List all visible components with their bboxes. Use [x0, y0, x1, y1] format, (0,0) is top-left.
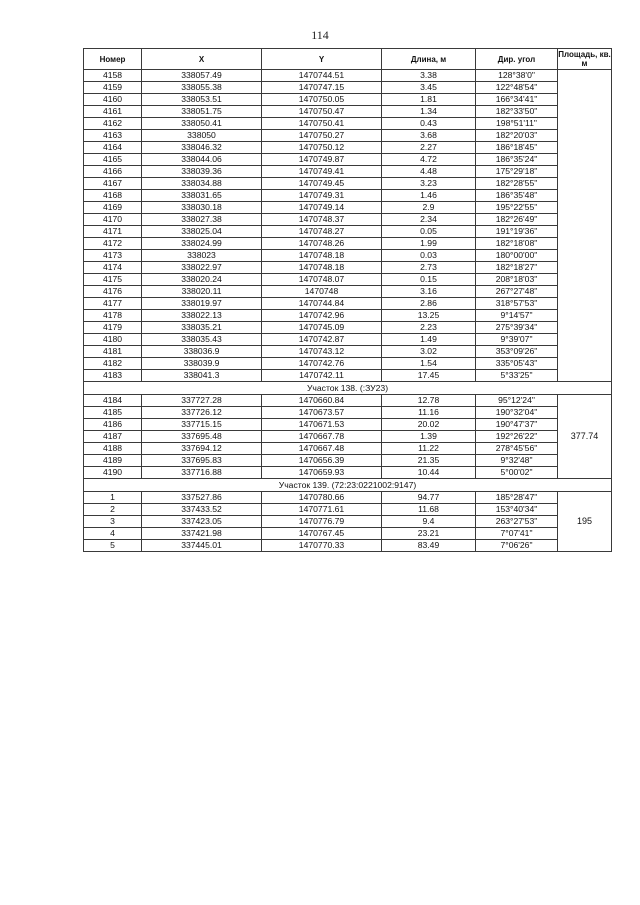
cell-x: 338020.24: [142, 274, 262, 286]
section-title-row: [84, 479, 612, 492]
cell-x: 337715.15: [142, 419, 262, 431]
cell-length: 9.4: [382, 516, 476, 528]
cell-direction-angle: 195°22'55": [476, 202, 558, 214]
cell-x: 338024.99: [142, 238, 262, 250]
cell-direction-angle: 182°28'55": [476, 178, 558, 190]
cell-direction-angle: 335°05'43": [476, 358, 558, 370]
cell-direction-angle: 5°00'02": [476, 467, 558, 479]
cell-length: 21.35: [382, 455, 476, 467]
cell-length: 2.34: [382, 214, 476, 226]
cell-y: 1470742.11: [262, 370, 382, 382]
cell-y: 1470770.33: [262, 540, 382, 552]
cell-direction-angle: 128°38'0": [476, 70, 558, 82]
cell-direction-angle: 190°47'37": [476, 419, 558, 431]
cell-y: 1470771.61: [262, 504, 382, 516]
cell-length: 12.78: [382, 395, 476, 407]
cell-length: 11.16: [382, 407, 476, 419]
cell-length: 4.72: [382, 154, 476, 166]
cell-y: 1470667.78: [262, 431, 382, 443]
table-row: [84, 516, 612, 528]
cell-x: 338036.9: [142, 346, 262, 358]
cell-length: 2.27: [382, 142, 476, 154]
cell-number: 4160: [84, 94, 142, 106]
cell-y: 1470750.47: [262, 106, 382, 118]
cell-direction-angle: 191°19'36": [476, 226, 558, 238]
cell-direction-angle: 186°35'48": [476, 190, 558, 202]
cell-length: 2.9: [382, 202, 476, 214]
cell-y: 1470749.14: [262, 202, 382, 214]
cell-number: 4184: [84, 395, 142, 407]
cell-y: 1470745.09: [262, 322, 382, 334]
cell-number: 4162: [84, 118, 142, 130]
cell-y: 1470748.26: [262, 238, 382, 250]
cell-number: 4161: [84, 106, 142, 118]
cell-number: 2: [84, 504, 142, 516]
table-row: [84, 142, 612, 154]
cell-number: 4178: [84, 310, 142, 322]
table-row: [84, 262, 612, 274]
cell-direction-angle: 175°29'18": [476, 166, 558, 178]
cell-y: 1470749.41: [262, 166, 382, 178]
cell-direction-angle: 208°18'03": [476, 274, 558, 286]
cell-x: 337726.12: [142, 407, 262, 419]
table-row: [84, 82, 612, 94]
cell-length: 1.39: [382, 431, 476, 443]
cell-number: 4186: [84, 419, 142, 431]
cell-x: 338055.38: [142, 82, 262, 94]
cell-length: 2.23: [382, 322, 476, 334]
cell-number: 4158: [84, 70, 142, 82]
cell-number: 4169: [84, 202, 142, 214]
cell-length: 17.45: [382, 370, 476, 382]
cell-number: 4190: [84, 467, 142, 479]
cell-number: 4165: [84, 154, 142, 166]
cell-x: 338031.65: [142, 190, 262, 202]
cell-x: 337421.98: [142, 528, 262, 540]
cell-length: 10.44: [382, 467, 476, 479]
cell-length: 11.68: [382, 504, 476, 516]
cell-area: 195: [558, 492, 612, 552]
cell-x: 338035.43: [142, 334, 262, 346]
cell-length: 2.86: [382, 298, 476, 310]
table-row: [84, 106, 612, 118]
cell-direction-angle: 263°27'53": [476, 516, 558, 528]
cell-direction-angle: 5°33'25": [476, 370, 558, 382]
table-row: [84, 395, 612, 407]
table-row: [84, 431, 612, 443]
cell-number: 4163: [84, 130, 142, 142]
cell-length: 3.38: [382, 70, 476, 82]
cell-y: 1470750.05: [262, 94, 382, 106]
section-title: Участок 138. (:ЗУ23): [84, 382, 612, 395]
cell-y: 1470673.57: [262, 407, 382, 419]
page-number: 114: [311, 28, 329, 42]
table-row: [84, 419, 612, 431]
cell-number: 4187: [84, 431, 142, 443]
cell-x: 338023: [142, 250, 262, 262]
section-title: Участок 139. (72:23:0221002:9147): [84, 479, 612, 492]
header-x: X: [142, 49, 262, 70]
cell-x: 338039.9: [142, 358, 262, 370]
cell-y: 1470748.07: [262, 274, 382, 286]
table-row: [84, 407, 612, 419]
cell-x: 338053.51: [142, 94, 262, 106]
cell-number: 4159: [84, 82, 142, 94]
cell-y: 1470748: [262, 286, 382, 298]
cell-y: 1470780.66: [262, 492, 382, 504]
cell-direction-angle: 278°45'56": [476, 443, 558, 455]
table-row: [84, 178, 612, 190]
cell-y: 1470776.79: [262, 516, 382, 528]
cell-length: 94.77: [382, 492, 476, 504]
header-direction-angle: Дир. угол: [476, 49, 558, 70]
cell-y: 1470671.53: [262, 419, 382, 431]
cell-y: 1470742.96: [262, 310, 382, 322]
table-row: [84, 250, 612, 262]
cell-length: 2.73: [382, 262, 476, 274]
table-row: [84, 190, 612, 202]
cell-x: 338039.36: [142, 166, 262, 178]
cell-number: 4177: [84, 298, 142, 310]
cell-y: 1470747.15: [262, 82, 382, 94]
cell-y: 1470744.84: [262, 298, 382, 310]
cell-length: 83.49: [382, 540, 476, 552]
table-row: [84, 238, 612, 250]
cell-number: 3: [84, 516, 142, 528]
table-row: [84, 154, 612, 166]
cell-y: 1470748.27: [262, 226, 382, 238]
cell-area: [558, 70, 612, 382]
cell-number: 1: [84, 492, 142, 504]
cell-number: 4176: [84, 286, 142, 298]
cell-y: 1470750.12: [262, 142, 382, 154]
cell-direction-angle: 9°39'07": [476, 334, 558, 346]
cell-length: 1.54: [382, 358, 476, 370]
cell-y: 1470656.39: [262, 455, 382, 467]
cell-y: 1470749.87: [262, 154, 382, 166]
cell-direction-angle: 182°18'08": [476, 238, 558, 250]
cell-x: 337694.12: [142, 443, 262, 455]
header-number: Номер: [84, 49, 142, 70]
cell-direction-angle: 166°34'41": [476, 94, 558, 106]
table-row: [84, 286, 612, 298]
cell-length: 1.99: [382, 238, 476, 250]
cell-direction-angle: 9°14'57": [476, 310, 558, 322]
cell-x: 337695.48: [142, 431, 262, 443]
cell-x: 338030.18: [142, 202, 262, 214]
table-row: [84, 528, 612, 540]
table-row: [84, 322, 612, 334]
cell-number: 4182: [84, 358, 142, 370]
cell-y: 1470659.93: [262, 467, 382, 479]
cell-x: 337445.01: [142, 540, 262, 552]
cell-length: 1.81: [382, 94, 476, 106]
header-length: Длина, м: [382, 49, 476, 70]
cell-x: 338051.75: [142, 106, 262, 118]
cell-y: 1470748.37: [262, 214, 382, 226]
cell-direction-angle: 182°33'50": [476, 106, 558, 118]
cell-length: 11.22: [382, 443, 476, 455]
cell-y: 1470750.27: [262, 130, 382, 142]
cell-x: 338041.3: [142, 370, 262, 382]
header-y: Y: [262, 49, 382, 70]
header-area: Площадь, кв. м: [558, 50, 611, 68]
cell-number: 5: [84, 540, 142, 552]
cell-length: 13.25: [382, 310, 476, 322]
cell-length: 0.43: [382, 118, 476, 130]
cell-x: 338034.88: [142, 178, 262, 190]
cell-direction-angle: 7°06'26": [476, 540, 558, 552]
cell-number: 4168: [84, 190, 142, 202]
cell-y: 1470667.48: [262, 443, 382, 455]
cell-y: 1470660.84: [262, 395, 382, 407]
cell-direction-angle: 180°00'00": [476, 250, 558, 262]
cell-direction-angle: 7°07'41": [476, 528, 558, 540]
cell-number: 4170: [84, 214, 142, 226]
cell-y: 1470743.12: [262, 346, 382, 358]
section-title-row: [84, 382, 612, 395]
cell-number: 4171: [84, 226, 142, 238]
table-row: [84, 358, 612, 370]
cell-direction-angle: 182°26'49": [476, 214, 558, 226]
cell-number: 4188: [84, 443, 142, 455]
table-row: [84, 130, 612, 142]
cell-y: 1470748.18: [262, 262, 382, 274]
cell-x: 337695.83: [142, 455, 262, 467]
table-row: [84, 467, 612, 479]
cell-direction-angle: 198°51'11": [476, 118, 558, 130]
cell-x: 337716.88: [142, 467, 262, 479]
table-row: [84, 274, 612, 286]
cell-x: 338044.06: [142, 154, 262, 166]
table-row: [84, 118, 612, 130]
cell-x: 338046.32: [142, 142, 262, 154]
cell-length: 3.45: [382, 82, 476, 94]
cell-number: 4183: [84, 370, 142, 382]
cell-x: 337527.86: [142, 492, 262, 504]
cell-x: 338050.41: [142, 118, 262, 130]
cell-x: 338022.97: [142, 262, 262, 274]
cell-number: 4175: [84, 274, 142, 286]
cell-x: 338020.11: [142, 286, 262, 298]
table-row: [84, 310, 612, 322]
cell-length: 1.34: [382, 106, 476, 118]
cell-direction-angle: 192°26'22": [476, 431, 558, 443]
cell-length: 20.02: [382, 419, 476, 431]
coordinates-table: [83, 48, 612, 552]
cell-number: 4164: [84, 142, 142, 154]
cell-direction-angle: 185°28'47": [476, 492, 558, 504]
table-row: [84, 298, 612, 310]
cell-direction-angle: 353°09'26": [476, 346, 558, 358]
cell-x: 338022.13: [142, 310, 262, 322]
cell-direction-angle: 190°32'04": [476, 407, 558, 419]
cell-x: 337727.28: [142, 395, 262, 407]
table-row: [84, 70, 612, 82]
cell-length: 0.15: [382, 274, 476, 286]
cell-length: 3.16: [382, 286, 476, 298]
cell-direction-angle: 95°12'24": [476, 395, 558, 407]
cell-y: 1470742.87: [262, 334, 382, 346]
header-row: [84, 49, 612, 70]
cell-number: 4: [84, 528, 142, 540]
cell-y: 1470767.45: [262, 528, 382, 540]
cell-x: 338027.38: [142, 214, 262, 226]
cell-x: 338035.21: [142, 322, 262, 334]
cell-number: 4174: [84, 262, 142, 274]
cell-length: 1.49: [382, 334, 476, 346]
cell-direction-angle: 186°18'45": [476, 142, 558, 154]
table-row: [84, 370, 612, 382]
table-row: [84, 346, 612, 358]
cell-x: 338019.97: [142, 298, 262, 310]
cell-direction-angle: 182°20'03": [476, 130, 558, 142]
table-row: [84, 166, 612, 178]
cell-x: 337433.52: [142, 504, 262, 516]
cell-length: 3.68: [382, 130, 476, 142]
cell-y: 1470750.41: [262, 118, 382, 130]
table-row: [84, 443, 612, 455]
cell-direction-angle: 153°40'34": [476, 504, 558, 516]
cell-number: 4173: [84, 250, 142, 262]
cell-direction-angle: 9°32'48": [476, 455, 558, 467]
cell-length: 0.05: [382, 226, 476, 238]
cell-length: 3.02: [382, 346, 476, 358]
cell-y: 1470749.31: [262, 190, 382, 202]
cell-number: 4166: [84, 166, 142, 178]
cell-direction-angle: 186°35'24": [476, 154, 558, 166]
cell-x: 337423.05: [142, 516, 262, 528]
cell-length: 23.21: [382, 528, 476, 540]
cell-area: 377.74: [558, 395, 612, 479]
cell-direction-angle: 122°48'54": [476, 82, 558, 94]
cell-number: 4185: [84, 407, 142, 419]
cell-y: 1470748.18: [262, 250, 382, 262]
cell-x: 338057.49: [142, 70, 262, 82]
cell-direction-angle: 267°27'48": [476, 286, 558, 298]
cell-length: 1.46: [382, 190, 476, 202]
table-row: [84, 202, 612, 214]
cell-length: 3.23: [382, 178, 476, 190]
cell-length: 0.03: [382, 250, 476, 262]
cell-length: 4.48: [382, 166, 476, 178]
cell-y: 1470744.51: [262, 70, 382, 82]
cell-y: 1470742.76: [262, 358, 382, 370]
table-row: [84, 94, 612, 106]
table-row: [84, 540, 612, 552]
cell-number: 4167: [84, 178, 142, 190]
table-row: [84, 214, 612, 226]
table-row: [84, 226, 612, 238]
table-row: [84, 455, 612, 467]
cell-direction-angle: 318°57'53": [476, 298, 558, 310]
cell-number: 4181: [84, 346, 142, 358]
cell-x: 338025.04: [142, 226, 262, 238]
cell-direction-angle: 182°18'27": [476, 262, 558, 274]
cell-number: 4180: [84, 334, 142, 346]
cell-number: 4189: [84, 455, 142, 467]
cell-direction-angle: 275°39'34": [476, 322, 558, 334]
table-row: [84, 492, 612, 504]
table-row: [84, 334, 612, 346]
cell-number: 4179: [84, 322, 142, 334]
table-row: [84, 504, 612, 516]
cell-x: 338050: [142, 130, 262, 142]
cell-y: 1470749.45: [262, 178, 382, 190]
cell-number: 4172: [84, 238, 142, 250]
